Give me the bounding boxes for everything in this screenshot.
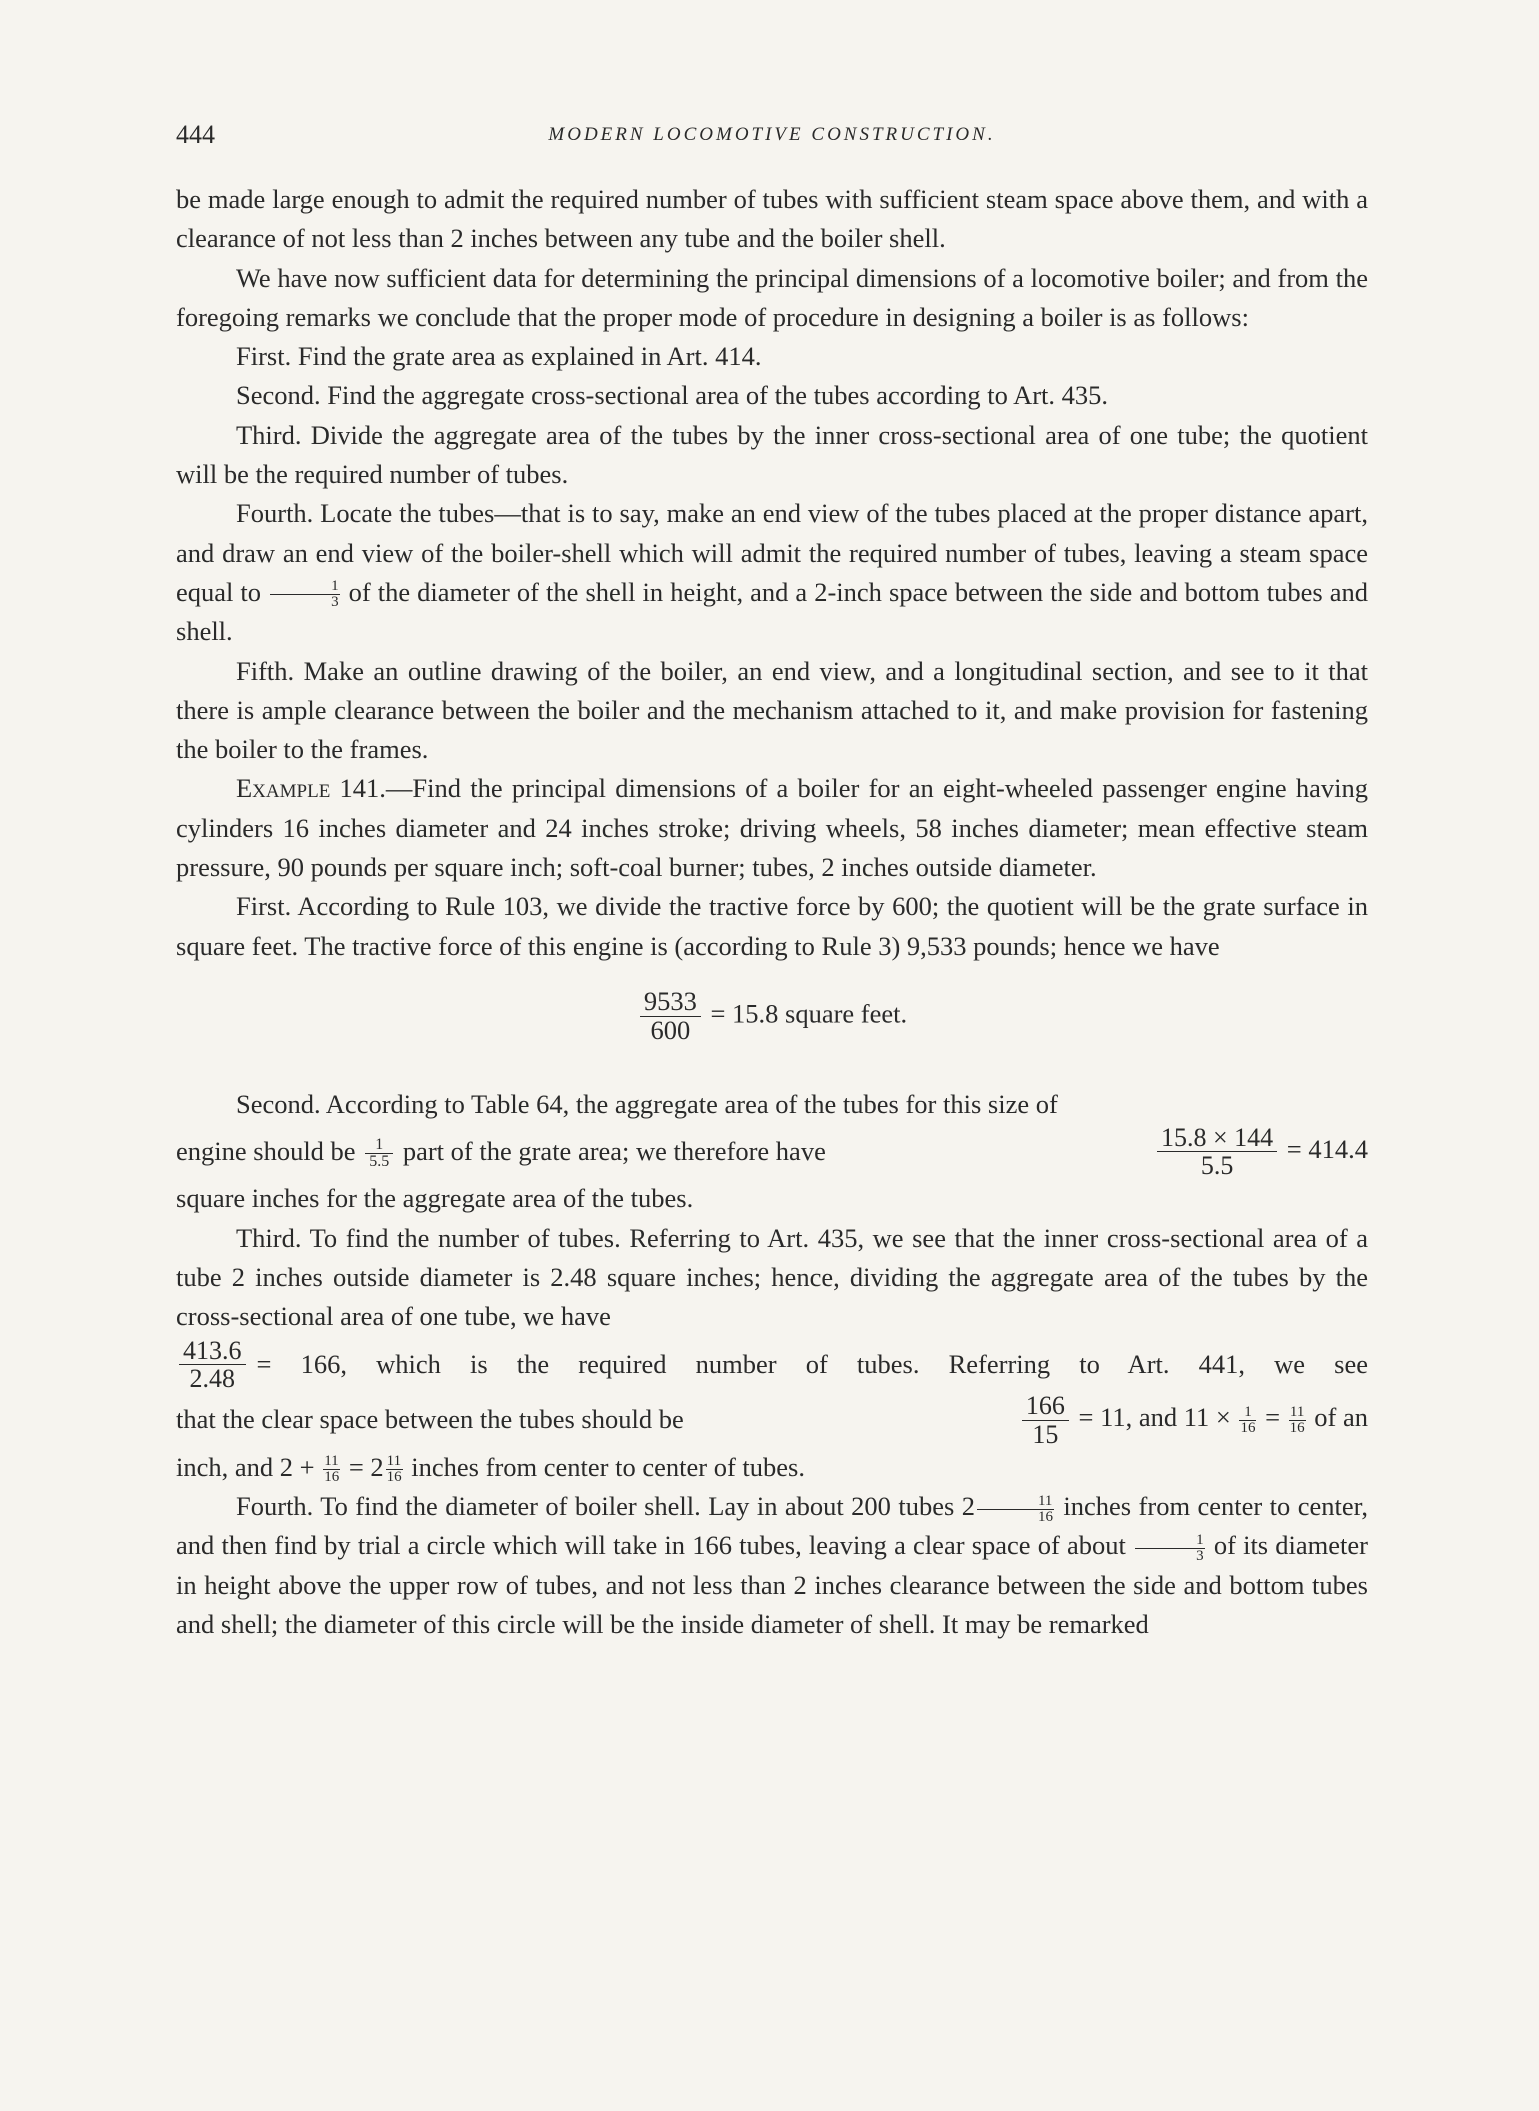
fraction-numerator: 1 (365, 1137, 393, 1155)
fraction-numerator: 15.8 × 144 (1157, 1124, 1277, 1152)
fraction-denominator: 16 (1240, 1419, 1256, 1436)
text-segment: inches from center to center, and then find by trial a circle which will take in 166 tubes, leaving a clear space of about (176, 1491, 1368, 1561)
text-segment: Fourth. To find the diameter of boiler shell. Lay in about 200 tubes 2 (236, 1491, 975, 1522)
fraction-11-16 (977, 1494, 1054, 1525)
fraction-denominator: 16 (1289, 1419, 1305, 1436)
page-header (176, 120, 1368, 156)
fraction-numerator: 413.6 (179, 1337, 246, 1365)
paragraph-example (176, 769, 1368, 887)
paragraph-example-third: Third. To find the number of tubes. Referring to Art. 435, we see that the inner cross-sectional area of a tube 2 inches outside diameter is 2.48 square inches; hence, dividing the aggregate area of the tubes by the cross-sectional area of one tube, we have (176, 1222, 1368, 1332)
fraction-413.6-2.48 (179, 1337, 246, 1393)
paragraph-example-second: Second. According to Table 64, the aggregate area of the tubes for this size of (236, 1088, 1058, 1119)
paragraph-tube-spacing (176, 1448, 1368, 1487)
text-segment: = 2 (348, 1451, 384, 1482)
fraction-denominator: 5.5 (1200, 1151, 1234, 1181)
fraction-denominator: 3 (1196, 1547, 1204, 1564)
text-segment: = 11, and 11 × (1078, 1402, 1231, 1433)
fraction-numerator: 1 (270, 579, 340, 595)
equation-grate-area (176, 985, 1368, 1045)
text-segment (1154, 1124, 1368, 1180)
fraction-denominator: 16 (324, 1469, 340, 1486)
line-clear-space (176, 1392, 1368, 1448)
text-segment: of the diameter of the shell in height, and a 2-inch space between the side and bottom tubes and shell. (176, 576, 1369, 647)
paragraph-step-second: Second. Find the aggregate cross-sectional area of the tubes according to Art. 435. (236, 380, 1109, 411)
fraction-numerator: 11 (977, 1494, 1054, 1510)
page-number: 444 (176, 120, 215, 149)
text-segment: of its diameter in height above the upper row of tubes, and not less than 2 inches clearance between the side and bottom tubes and shell; the diameter of this circle will be the inside diameter of shell. It may be remarked (176, 1530, 1369, 1640)
fraction-11-16 (323, 1454, 340, 1485)
fraction-one-third (270, 579, 340, 610)
fraction-denominator: 16 (1037, 1508, 1053, 1525)
text-segment: = 166, which is the required number of tubes. Referring to Art. 441, we see (256, 1348, 1368, 1379)
text-segment: 141.—Find the principal dimensions of a boiler for an eight-wheeled passenger engine having cylinders 16 inches diameter and 24 inches stroke; driving wheels, 58 inches diameter; mean effective steam pressure, 90 pounds per square inch; soft-coal burner; tubes, 2 inches outside diameter. (176, 773, 1368, 883)
paragraph-continuation: be made large enough to admit the required number of tubes with sufficient steam space above them, and with a clearance of not less than 2 inches between any tube and the boiler shell. (176, 184, 1368, 254)
example-label: Example (236, 773, 331, 804)
text-segment: = 414.4 (1286, 1133, 1368, 1164)
fraction-11-16 (1289, 1405, 1306, 1436)
text-segment: that the clear space between the tubes should be (176, 1404, 684, 1435)
fraction-numerator: 11 (386, 1453, 402, 1470)
text-segment: engine should be (176, 1136, 356, 1166)
paragraph-step-first: First. Find the grate area as explained in Art. 414. (236, 341, 762, 372)
text-segment: = (1265, 1402, 1281, 1433)
fraction-numerator: 166 (1022, 1392, 1069, 1420)
fraction-denominator: 2.48 (189, 1363, 235, 1393)
body-text (176, 180, 1368, 1644)
fraction-denominator: 15 (1032, 1419, 1059, 1449)
paragraph-step-fifth: Fifth. Make an outline drawing of the boiler, an end view, and a longitudinal section, and see to it that there is ample clearance between the boiler and the mechanism attached to it, and make provision for fastening the boiler to the frames. (176, 655, 1368, 765)
text-segment: of an (1314, 1402, 1368, 1433)
fraction-166-15 (1022, 1392, 1069, 1448)
equation-result: = 15.8 square feet. (710, 998, 908, 1029)
text-segment: inches from center to center of tubes. (411, 1451, 805, 1482)
running-title: MODERN LOCOMOTIVE CONSTRUCTION. (548, 124, 996, 145)
text-segment (176, 1132, 826, 1171)
text-segment: part of the grate area; we therefore have (402, 1136, 826, 1166)
text-segment: inch, and 2 + (176, 1451, 315, 1482)
fraction-9533-600 (640, 985, 701, 1045)
fraction-1-16 (1239, 1405, 1256, 1436)
fraction-denominator: 3 (331, 594, 339, 611)
fraction-1-5.5 (365, 1137, 393, 1172)
paragraph-step-fourth (176, 494, 1368, 651)
fraction-numerator: 11 (324, 1453, 339, 1470)
fraction-denominator: 600 (650, 1014, 691, 1045)
paragraph-example-first: First. According to Rule 103, we divide the tractive force by 600; the quotient will be the grate surface in square feet. The tractive force of this engine is (according to Rule 3) 9,533 pounds; hence we have (176, 891, 1368, 961)
fraction-numerator: 1 (1135, 1533, 1205, 1549)
fraction-numerator: 9533 (640, 988, 701, 1017)
line-number-of-tubes (176, 1337, 1368, 1393)
paragraph-aggregate-continued: square inches for the aggregate area of the tubes. (176, 1183, 694, 1214)
fraction-numerator: 1 (1239, 1405, 1256, 1421)
fraction-denominator: 16 (386, 1469, 402, 1486)
fraction-15.8x144-5.5 (1157, 1124, 1277, 1180)
paragraph-step-third: Third. Divide the aggregate area of the tubes by the inner cross-sectional area of one tube; the quotient will be the required number of tubes. (176, 419, 1368, 490)
text-segment (1019, 1392, 1368, 1448)
line-aggregate-area (176, 1124, 1368, 1180)
paragraph-example-fourth (176, 1487, 1368, 1644)
fraction-numerator: 11 (1289, 1403, 1305, 1420)
fraction-denominator: 5.5 (369, 1153, 390, 1171)
fraction-one-third (1135, 1533, 1205, 1564)
fraction-11-16 (386, 1454, 403, 1485)
paragraph-procedure-intro: We have now sufficient data for determining the principal dimensions of a locomotive boiler; and from the foregoing remarks we conclude that the proper mode of procedure in designing a boiler is as follows: (176, 262, 1368, 332)
text-segment: Fourth. Locate the tubes—that is to say, make an end view of the tubes placed at the proper distance apart, and draw an end view of the boiler-shell which will admit the required number of tubes, leaving a steam space equal to (176, 498, 1368, 607)
